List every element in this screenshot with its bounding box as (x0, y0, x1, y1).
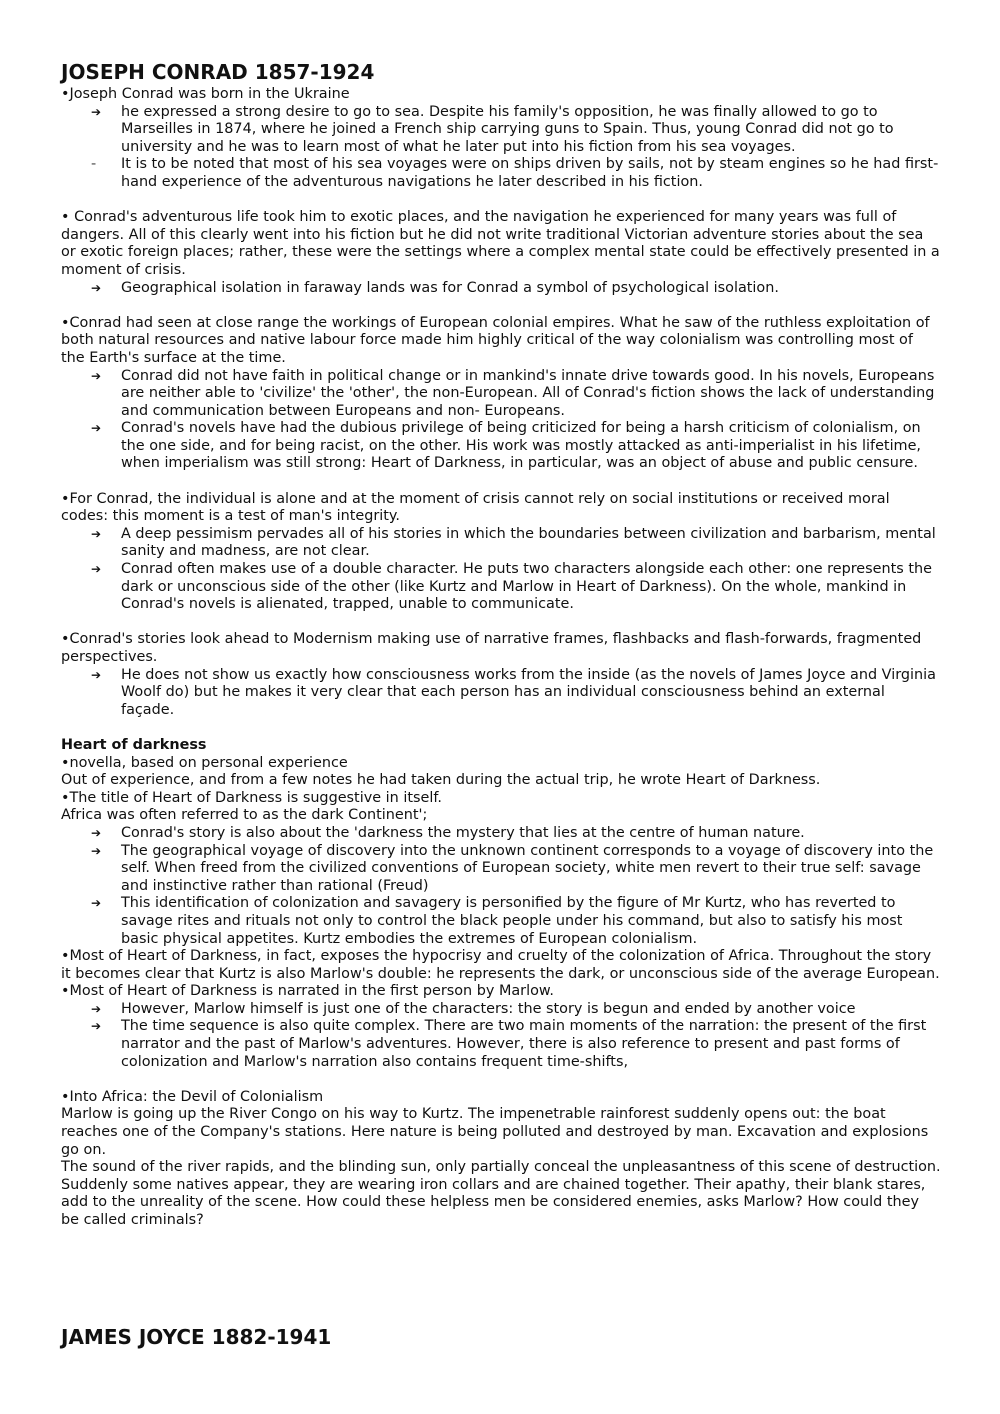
paragraph-life: • Conrad's adventurous life took him to exotic places, and the navigation he experienced for many years was full of dangers. All of this clearly went into his fiction but he did not write traditional Victorian adventure stories about the sea or exotic foreign places; rather, these were the settings where a complex mental state could be effectively presented in a moment of crisis. (61, 209, 940, 278)
list-item: ➔ A deep pessimism pervades all of his stories in which the boundaries between civilization and barbarism, mental sanity and madness, are not clear. (61, 526, 941, 561)
list-item: ➔ He does not show us exactly how consciousness works from the inside (as the novels of James Joyce and Virginia Woolf do) but he makes it very clear that each person has an individual consciousness behind an external façade. (61, 667, 941, 720)
paragraph: •The title of Heart of Darkness is suggestive in itself. (61, 789, 442, 806)
list-item: ➔ Conrad did not have faith in political change or in mankind's innate drive towards good. In his novels, Europeans are neither able to 'civilize' the 'other', the non-European. All of Conrad's fiction shows the lack of understanding and communication between Europeans and non- Europeans. (61, 368, 941, 421)
arrow-right-icon: ➔ (91, 667, 102, 682)
dash-icon: - (91, 156, 97, 173)
paragraph: Africa was often referred to as the dark Continent'; (61, 807, 428, 824)
section-title-conrad: JOSEPH CONRAD 1857-1924 (61, 60, 375, 84)
arrow-right-icon: ➔ (91, 1001, 102, 1016)
section-title-joyce: JAMES JOYCE 1882-1941 (61, 1325, 332, 1349)
paragraph: Marlow is going up the River Congo on his way to Kurtz. The impenetrable rainforest suddenly opens out: the boat reaches one of the Company's stations. Here nature is being polluted and destroyed by man. Excavation and explosions go on. (61, 1106, 929, 1158)
list-item: ➔ he expressed a strong desire to go to sea. Despite his family's opposition, he was finally allowed to go to Marseilles in 1874, where he joined a French ship carrying guns to Spain. Thus, young Conrad did not go to university and he was to learn most of what he later put into his fiction from his sea voyages. (61, 104, 941, 157)
arrow-right-icon: ➔ (91, 526, 102, 541)
list-item: ➔ Geographical isolation in faraway lands was for Conrad a symbol of psychological isolation. (61, 280, 941, 298)
arrow-right-icon: ➔ (91, 104, 102, 119)
subsection-title-africa: •Into Africa: the Devil of Colonialism (61, 1088, 324, 1105)
arrow-right-icon: ➔ (91, 562, 102, 577)
paragraph-born: •Joseph Conrad was born in the Ukraine (61, 86, 350, 102)
document-body (61, 58, 941, 1230)
arrow-right-icon: ➔ (91, 1019, 102, 1034)
subsection-title-heart: Heart of darkness (61, 736, 207, 753)
list-item: ➔ Conrad often makes use of a double character. He puts two characters alongside each other: one represents the dark or unconscious side of the other (like Kurtz and Marlow in Heart of Darkness). On the whole, mankind in Conrad's novels is alienated, trapped, unable to communicate. (61, 561, 941, 614)
list-item: ➔ This identification of colonization and savagery is personified by the figure of Mr Kurtz, who has reverted to savage rites and rituals not only to control the black people under his command, but also to satisfy his most basic physical appetites. Kurtz embodies the extremes of European colonialism. (61, 895, 941, 948)
paragraph: The sound of the river rapids, and the blinding sun, only partially conceal the unpleasantness of this scene of destruction. (61, 1159, 941, 1176)
list-item: ➔ Conrad's story is also about the 'darkness the mystery that lies at the centre of human nature. (61, 825, 941, 843)
arrow-right-icon: ➔ (91, 368, 102, 383)
list-item: ➔ Conrad's novels have had the dubious privilege of being criticized for being a harsh criticism of colonialism, on the one side, and for being racist, on the other. His work was mostly attacked as anti-imperialist in his lifetime, when imperialism was still strong: Heart of Darkness, in particular, was an object of abuse and public censure. (61, 420, 941, 473)
list-item: - It is to be noted that most of his sea voyages were on ships driven by sails, not by steam engines so he had first-hand experience of the adventurous navigations he later described in his fiction. (61, 156, 941, 191)
paragraph: •Most of Heart of Darkness is narrated in the first person by Marlow. (61, 983, 554, 1000)
paragraph-colonial: •Conrad had seen at close range the workings of European colonial empires. What he saw of the ruthless exploitation of both natural resources and native labour force made him highly critical of the way colonialism was controlling most of the Earth's surface at the time. (61, 314, 930, 366)
paragraph: •novella, based on personal experience (61, 754, 348, 771)
paragraph: Out of experience, and from a few notes he had taken during the actual trip, he wrote Heart of Darkness. (61, 772, 821, 789)
arrow-right-icon: ➔ (91, 896, 102, 911)
paragraph-individual: •For Conrad, the individual is alone and at the moment of crisis cannot rely on social institutions or received moral codes: this moment is a test of man's integrity. (61, 490, 890, 525)
arrow-right-icon: ➔ (91, 825, 102, 840)
paragraph-modernism: •Conrad's stories look ahead to Modernism making use of narrative frames, flashbacks and flash-forwards, fragmented perspectives. (61, 631, 922, 665)
arrow-right-icon: ➔ (91, 280, 102, 295)
arrow-right-icon: ➔ (91, 843, 102, 858)
arrow-right-icon: ➔ (91, 421, 102, 436)
list-item: ➔ The geographical voyage of discovery into the unknown continent corresponds to a voyage of discovery into the self. When freed from the civilized conventions of European society, white men revert to their true self: savage and instinctive rather than rational (Freud) (61, 843, 941, 896)
list-item: ➔ The time sequence is also quite complex. There are two main moments of the narration: the present of the first narrator and the past of Marlow's adventures. However, there is also reference to present and past forms of colonization and Marlow's narration also contains frequent time-shifts, (61, 1018, 941, 1071)
paragraph: Suddenly some natives appear, they are wearing iron collars and are chained together. Their apathy, their blank stares, add to the unreality of the scene. How could these helpless men be considered enemies, asks Marlow? How could they be called criminals? (61, 1176, 926, 1228)
list-item: ➔ However, Marlow himself is just one of the characters: the story is begun and ended by another voice (61, 1001, 941, 1019)
paragraph: •Most of Heart of Darkness, in fact, exposes the hypocrisy and cruelty of the colonization of Africa. Throughout the story it becomes clear that Kurtz is also Marlow's double: he represents the dark, or unconscious side of the average European. (61, 948, 940, 982)
